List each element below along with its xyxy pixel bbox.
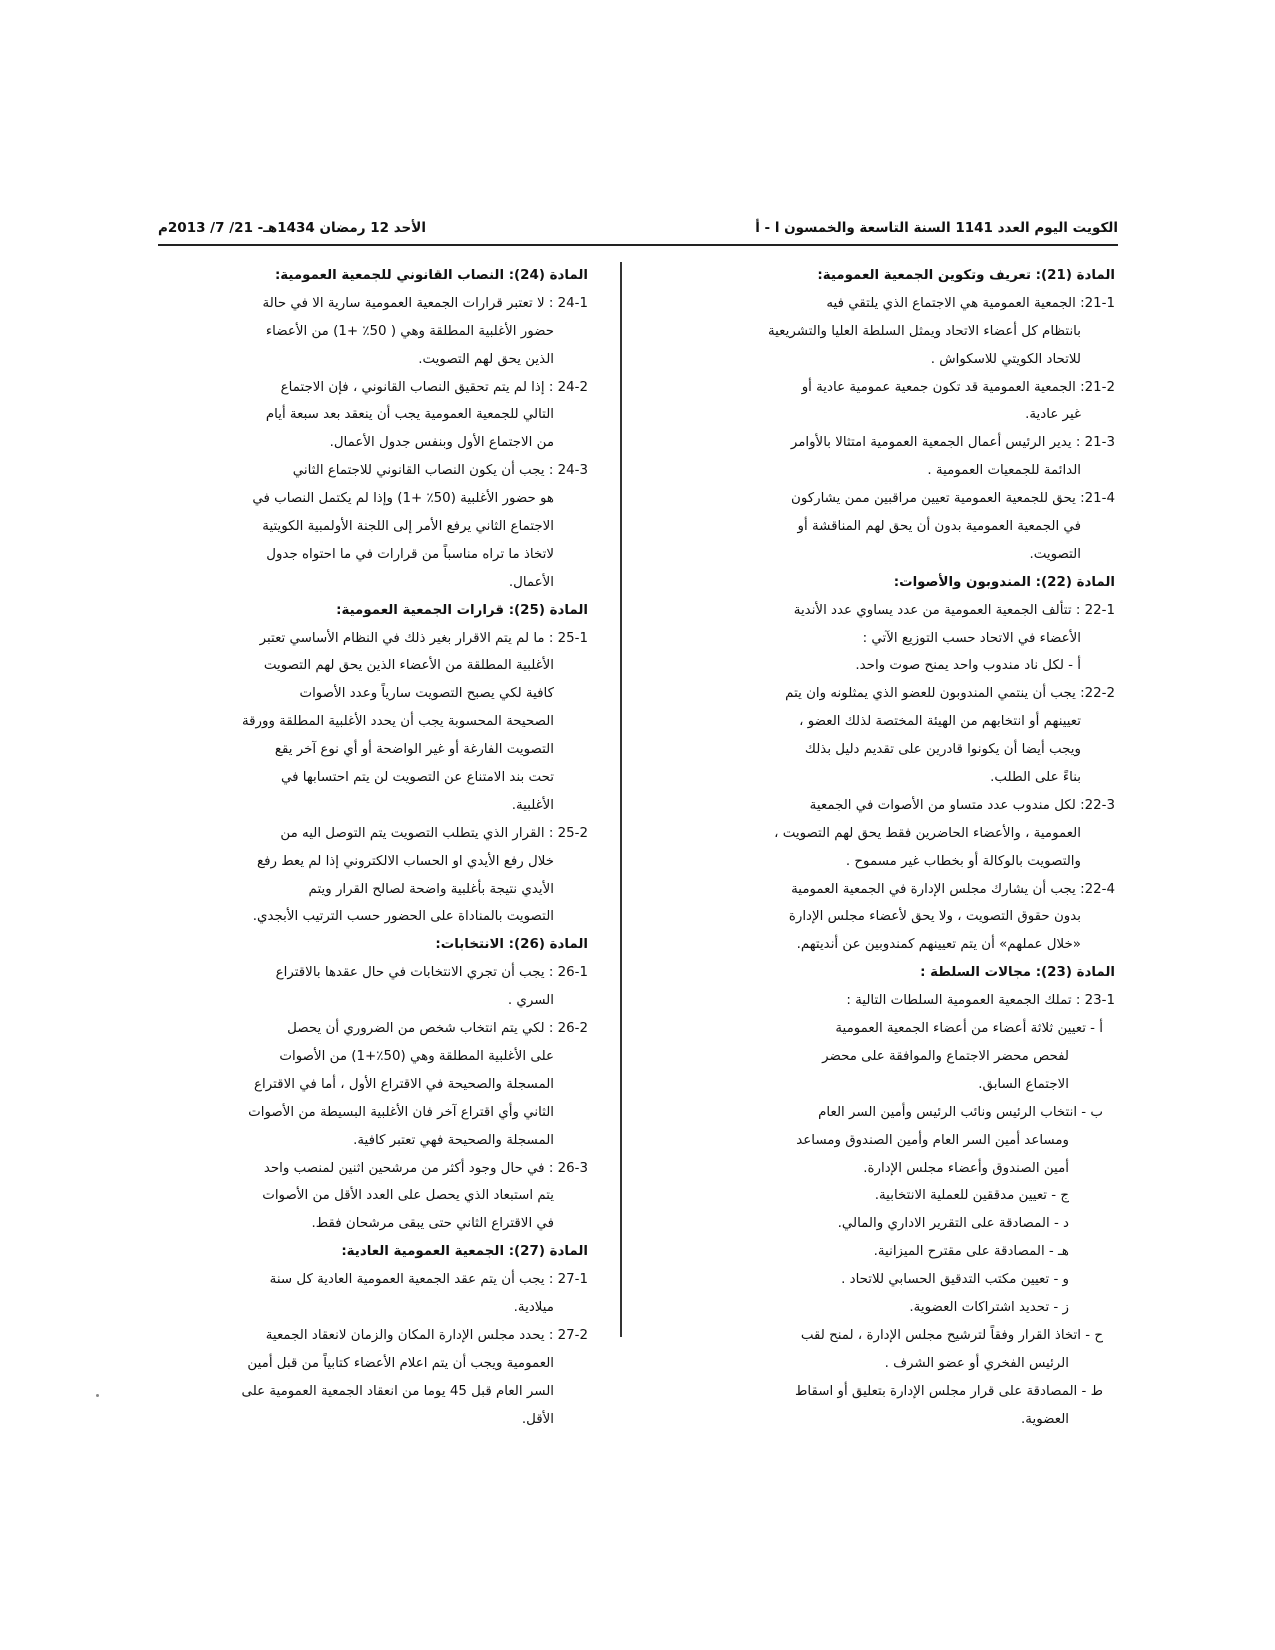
left-column-text-line: العمومية ويجب أن يتم اعلام الأعضاء كتابياً من قبل أمين [247, 1355, 554, 1371]
left-column-text-line: يتم استبعاد الذي يحصل على العدد الأقل من الأصوات [262, 1188, 554, 1204]
right-column-text-line: العضوية. [1021, 1411, 1069, 1427]
left-column-text-line: السر العام قبل 45 يوما من انعقاد الجمعية العمومية على [241, 1383, 554, 1399]
right-column-text-line: هـ - المصادقة على مقترح الميزانية. [873, 1244, 1069, 1260]
page-header [158, 218, 1118, 246]
left-column-article-heading: المادة (25): قرارات الجمعية العمومية: [336, 602, 588, 618]
left-column-article-heading: المادة (26): الانتخابات: [435, 937, 588, 953]
left-column-text-line: الأعمال. [508, 574, 554, 590]
right-column-text-line: ط - المصادقة على قرار مجلس الإدارة بتعليق أو اسقاط [795, 1383, 1103, 1399]
right-column-text-line: 21-3 : يدير الرئيس أعمال الجمعية العمومية امتثالا بالأوامر [790, 435, 1115, 451]
right-column-text-line: الدائمة للجمعيات العمومية . [927, 463, 1081, 479]
left-column-text-line: كافية لكي يصبح التصويت سارياً وعدد الأصوات [299, 686, 554, 702]
column-divider [620, 262, 622, 1337]
right-column-text-line: الاجتماع السابق. [978, 1076, 1069, 1092]
left-column-article-heading: المادة (24): النصاب القانوني للجمعية العمومية: [274, 268, 588, 283]
left-column-text-line: حضور الأغلبية المطلقة وهي ( 50٪ +1) من الأعضاء [265, 323, 554, 339]
right-column-text-line: 21-2: الجمعية العمومية قد تكون جمعية عمومية عادية أو [801, 379, 1115, 395]
left-column-text-line: التصويت بالمناداة على الحضور حسب الترتيب الأبجدي. [252, 909, 554, 925]
right-column-text-line: بناءً على الطلب. [990, 770, 1081, 786]
left-column-text-line: الصحيحة المحسوبة يجب أن يحدد الأغلبية المطلقة وورقة [241, 714, 554, 730]
right-column-text-line: الأعضاء في الاتحاد حسب التوزيع الآتي : [862, 630, 1081, 646]
left-column-text-line: المسجلة والصحيحة في الاقتراع الأول ، أما في الاقتراع [254, 1076, 554, 1092]
right-column-text-line: 22-3: لكل مندوب عدد متساو من الأصوات في الجمعية [809, 797, 1115, 813]
right-column-article-heading: المادة (22): المندوبون والأصوات: [893, 574, 1115, 590]
left-column-text-line: الأغلبية. [511, 797, 554, 813]
right-column-text-line: 21-4: يحق للجمعية العمومية تعيين مراقبين ممن يشاركون [791, 491, 1115, 507]
right-column-text-line: ج - تعيين مدققين للعملية الانتخابية. [874, 1188, 1069, 1204]
left-column-text-line: من الاجتماع الأول وبنفس جدول الأعمال. [329, 435, 554, 451]
right-column-text-line: 22-4: يجب أن يشارك مجلس الإدارة في الجمعية العمومية [791, 881, 1115, 897]
left-column-text-line: لاتخاذ ما تراه مناسباً من قرارات في ما احتواه جدول [266, 546, 554, 562]
left-column-text-line: السري . [507, 993, 554, 1009]
left-column-text-line: المسجلة والصحيحة فهي تعتبر كافية. [353, 1132, 554, 1148]
left-column-text-line: ميلادية. [513, 1299, 554, 1315]
left-column-text-line: الذين يحق لهم التصويت. [418, 351, 554, 367]
right-column-text-line: أ - تعيين ثلاثة أعضاء من أعضاء الجمعية العمومية [835, 1021, 1103, 1037]
right-column [680, 262, 1115, 1427]
left-column [160, 262, 588, 1427]
right-column-text-line: ويجب أيضا أن يكونوا قادرين على تقديم دليل بذلك [804, 742, 1081, 758]
left-column-text-line: في الاقتراع الثاني حتى يبقى مرشحان فقط. [311, 1216, 554, 1232]
right-column-text-line: 21-1: الجمعية العمومية هي الاجتماع الذي يلتقي فيه [826, 295, 1115, 311]
left-column-text-line: الثاني وأي اقتراع آخر فان الأغلبية البسيطة من الأصوات [248, 1104, 554, 1120]
right-column-text-line: د - المصادقة على التقرير الاداري والمالي. [837, 1216, 1069, 1232]
left-column-text-line: الأقل. [521, 1411, 554, 1427]
left-column-text-line: التالي للجمعية العمومية يجب أن ينعقد بعد سبعة أيام [265, 407, 554, 423]
left-column-text-line: 24-1 : لا تعتبر قرارات الجمعية العمومية سارية الا في حالة [262, 295, 588, 311]
right-column-text-line: 22-1 : تتألف الجمعية العمومية من عدد يساوي عدد الأندية [793, 602, 1115, 618]
right-column-text-line: لفحص محضر الاجتماع والموافقة على محضر [822, 1048, 1069, 1064]
left-column-text-line: 24-3 : يجب أن يكون النصاب القانوني للاجتماع الثاني [292, 463, 588, 479]
left-column-text-line: على الأغلبية المطلقة وهي (50٪+1) من الأصوات [279, 1048, 554, 1064]
right-column-text-line: غير عادية. [1025, 407, 1081, 423]
left-column-text-line: التصويت الفارغة أو غير الواضحة أو أي نوع آخر يقع [274, 742, 554, 758]
right-column-text-line: الرئيس الفخري أو عضو الشرف . [884, 1355, 1069, 1371]
left-column-text-line: 26-1 : يجب أن تجري الانتخابات في حال عقدها بالاقتراع [275, 965, 588, 981]
right-column-text-line: أ - لكل ناد مندوب واحد يمنح صوت واحد. [855, 658, 1081, 674]
left-column-text-line: تحت بند الامتناع عن التصويت لن يتم احتسابها في [280, 770, 554, 786]
right-column-article-heading: المادة (23): مجالات السلطة : [920, 965, 1115, 981]
right-column-text-line: «خلال عملهم» أن يتم تعيينهم كمندوبين عن أنديتهم. [796, 937, 1081, 953]
left-column-text-line: الأيدي نتيجة بأغلبية واضحة لصالح القرار ويتم [308, 881, 554, 897]
scan-speck [96, 1394, 99, 1397]
left-column-text-line: 24-2 : إذا لم يتم تحقيق النصاب القانوني ، فإن الاجتماع [280, 379, 588, 395]
left-column-text-line: هو حضور الأغلبية (50٪ +1) وإذا لم يكتمل النصاب في [252, 491, 554, 507]
right-column-text-line: ب - انتخاب الرئيس ونائب الرئيس وأمين السر العام [818, 1104, 1103, 1120]
right-column-text-line: ومساعد أمين السر العام وأمين الصندوق ومساعد [796, 1132, 1069, 1148]
right-column-text-line: العمومية ، والأعضاء الحاضرين فقط يحق لهم التصويت ، [774, 825, 1081, 841]
header-publication-info: الكويت اليوم العدد 1141 السنة التاسعة والخمسون ا - أ [755, 220, 1118, 236]
left-column-text-line: الأغلبية المطلقة من الأعضاء الذين يحق لهم التصويت [263, 658, 554, 674]
left-column-article-heading: المادة (27): الجمعية العمومية العادية: [341, 1244, 588, 1260]
left-column-text-line: خلال رفع الأيدي او الحساب الالكتروني إذا لم يعط رفع [256, 853, 554, 869]
left-column-text-line: 26-3 : في حال وجود أكثر من مرشحين اثنين لمنصب واحد [263, 1160, 588, 1176]
left-column-text-line: 27-2 : يحدد مجلس الإدارة المكان والزمان لانعقاد الجمعية [265, 1327, 588, 1343]
right-column-text-line: 23-1 : تملك الجمعية العمومية السلطات التالية : [846, 993, 1115, 1009]
left-column-text-line: 25-1 : ما لم يتم الاقرار بغير ذلك في النظام الأساسي تعتبر [259, 630, 588, 646]
right-column-text-line: تعيينهم أو انتخابهم من الهيئة المختصة لذلك العضو ، [799, 714, 1081, 730]
right-column-text-line: و - تعيين مكتب التدقيق الحسابي للاتحاد . [841, 1272, 1069, 1288]
right-column-text-line: التصويت. [1029, 546, 1081, 562]
left-column-text-line: 26-2 : لكي يتم انتخاب شخص من الضروري أن يحصل [287, 1021, 588, 1037]
header-date: الأحد 12 رمضان 1434هـ- 21/ 7/ 2013م [158, 220, 426, 236]
right-column-text-line: ح - اتخاذ القرار وفقاً لترشيح مجلس الإدارة ، لمنح لقب [800, 1327, 1103, 1343]
left-column-text-line: 25-2 : القرار الذي يتطلب التصويت يتم التوصل اليه من [280, 825, 588, 841]
right-column-text-line: للاتحاد الكويتي للاسكواش . [930, 351, 1081, 367]
right-column-text-line: ز - تحديد اشتراكات العضوية. [909, 1299, 1069, 1315]
right-column-text-line: أمين الصندوق وأعضاء مجلس الإدارة. [863, 1160, 1069, 1176]
right-column-text-line: في الجمعية العمومية بدون أن يحق لهم المناقشة أو [797, 519, 1081, 535]
left-column-text-line: 27-1 : يجب أن يتم عقد الجمعية العمومية العادية كل سنة [269, 1272, 588, 1288]
right-column-text-line: 22-2: يجب أن ينتمي المندوبون للعضو الذي يمثلونه وان يتم [785, 686, 1115, 702]
right-column-text-line: بدون حقوق التصويت ، ولا يحق لأعضاء مجلس الإدارة [788, 909, 1081, 925]
right-column-article-heading: المادة (21): تعريف وتكوين الجمعية العمومية: [817, 268, 1115, 283]
left-column-text-line: الاجتماع الثاني يرفع الأمر إلى اللجنة الأولمبية الكويتية [262, 519, 554, 535]
right-column-text-line: والتصويت بالوكالة أو بخطاب غير مسموح . [845, 853, 1081, 869]
right-column-text-line: بانتظام كل أعضاء الاتحاد ويمثل السلطة العليا والتشريعية [767, 323, 1081, 339]
